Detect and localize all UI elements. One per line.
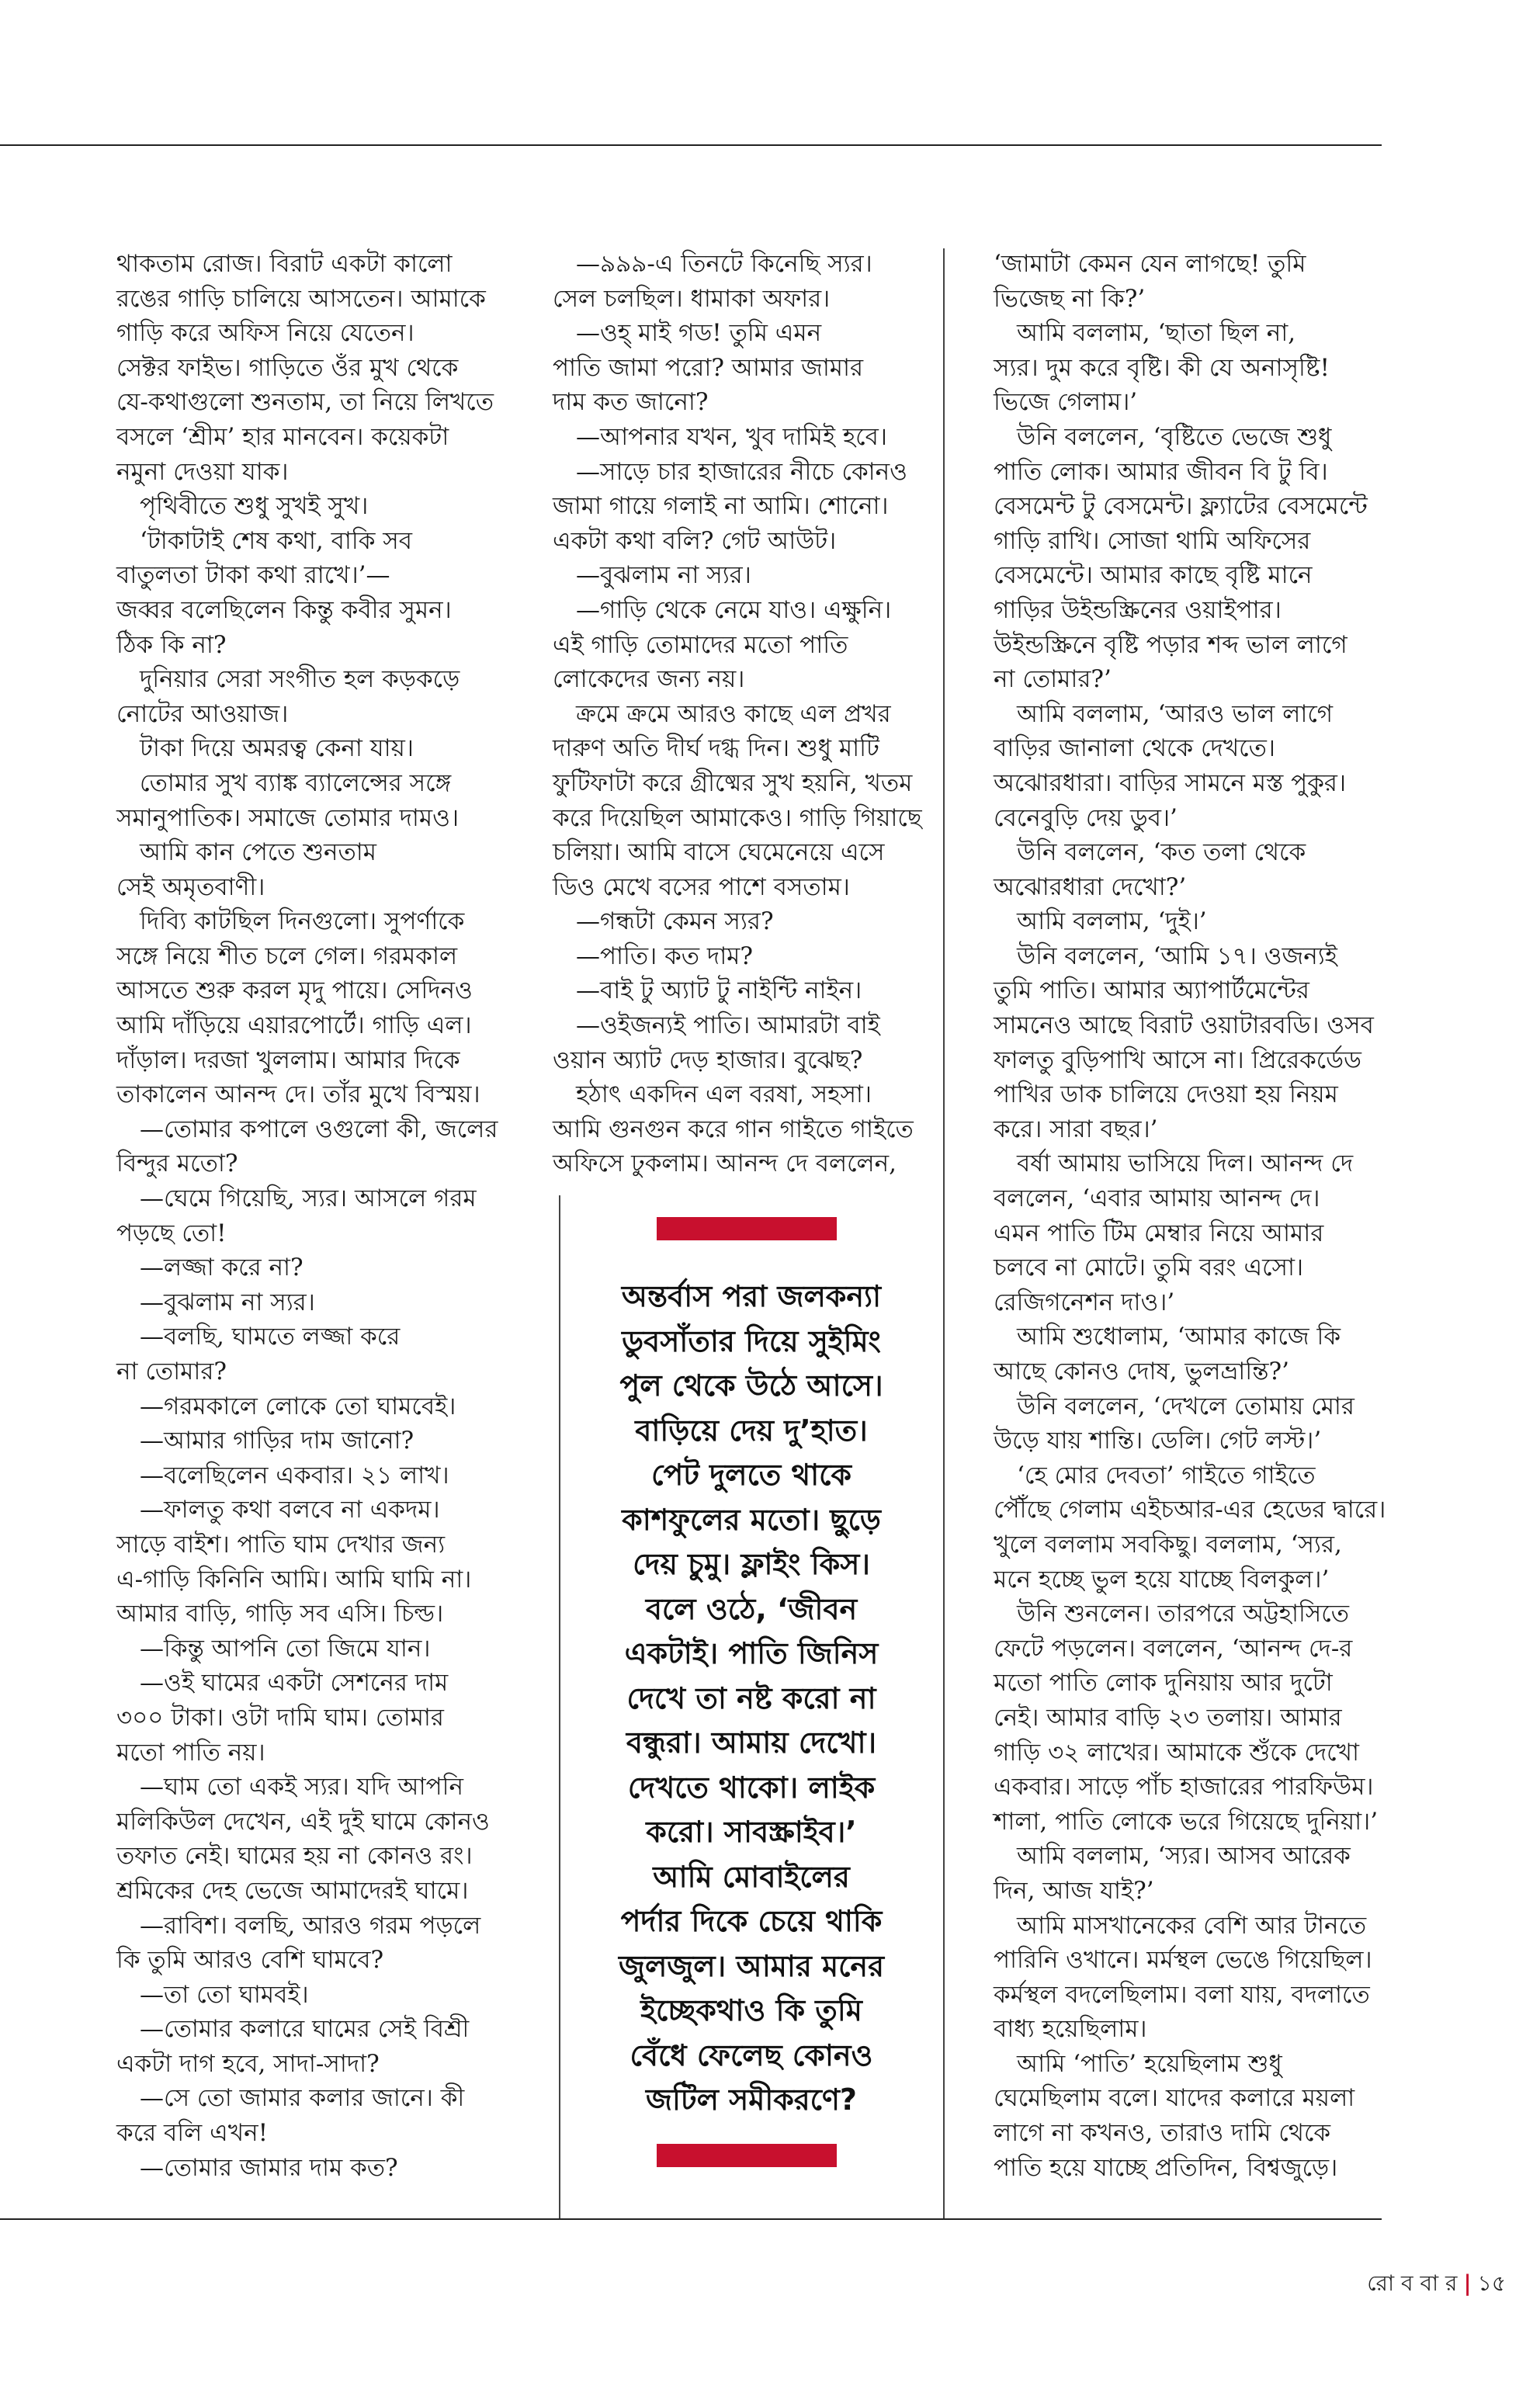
text-line: পাখির ডাক চালিয়ে দেওয়া হয় নিয়ম xyxy=(994,1080,1338,1109)
text-line: পারিনি ওখানে। মর্মস্থল ভেঙে গিয়েছিল। xyxy=(994,1946,1372,1975)
text-line: উনি বললেন, ‘বৃষ্টিতে ভেজে শুধু xyxy=(1017,422,1332,451)
text-line: দাম কত জানো? xyxy=(553,388,709,417)
text-line: —বুঝলাম না স্যর। xyxy=(140,1288,315,1316)
text-line: পৃথিবীতে শুধু সুখই সুখ। xyxy=(140,492,369,521)
text-line: রেজিগনেশন দাও।’ xyxy=(994,1288,1175,1316)
bottom-rule xyxy=(0,2218,1382,2220)
text-line: ফালতু বুড়িপাখি আসে না। প্রিরেকর্ডেড xyxy=(994,1046,1361,1074)
text-line: —ওই ঘামের একটা সেশনের দাম xyxy=(140,1669,449,1698)
text-line: —তোমার কপালে ওগুলো কী, জলের xyxy=(140,1115,498,1143)
pull-quote-line: দেখে তা নষ্ট করো না xyxy=(626,1680,876,1715)
pull-quote-line: বলে ওঠে, ‘জীবন xyxy=(645,1591,858,1626)
text-line: বললেন, ‘এবার আমায় আনন্দ দে। xyxy=(994,1184,1320,1213)
text-line: দাঁড়াল। দরজা খুললাম। আমার দিকে xyxy=(116,1046,460,1074)
text-line: —ওইজন্যই পাতি। আমারটা বাই xyxy=(576,1011,880,1040)
text-line: ফেটে পড়লেন। বললেন, ‘আনন্দ দে-র xyxy=(994,1634,1353,1663)
text-line: আমি মাসখানেকের বেশি আর টানতে xyxy=(1017,1911,1367,1940)
text-line: সেল চলছিল। ধামাকা অফার। xyxy=(553,284,831,313)
text-line: ডিও মেখে বসের পাশে বসতাম। xyxy=(553,872,850,901)
text-line: আমি দাঁড়িয়ে এয়ারপোর্টে। গাড়ি এল। xyxy=(116,1011,472,1040)
text-line: দিন, আজ যাই?’ xyxy=(994,1876,1154,1905)
text-line: ‘হে মোর দেবতা’ গাইতে গাইতে xyxy=(1017,1461,1316,1490)
text-line: দারুণ অতি দীর্ঘ দগ্ধ দিন। শুধু মাটি xyxy=(553,734,879,763)
pull-quote-line: বাড়িয়ে দেয় দু’হাত। xyxy=(635,1413,868,1448)
text-line: —বুঝলাম না স্যর। xyxy=(576,561,751,590)
text-line: নমুনা দেওয়া যাক। xyxy=(116,457,289,486)
text-line: —সে তো জামার কলার জানে। কী xyxy=(140,2084,465,2113)
page-footer xyxy=(1257,2266,1506,2303)
text-line: রঙের গাড়ি চালিয়ে আসতেন। আমাকে xyxy=(116,284,486,313)
text-line: —লজ্জা করে না? xyxy=(140,1254,303,1282)
text-line: ‘টাকাটাই শেষ কথা, বাকি সব xyxy=(140,526,412,555)
pull-quote-top-bar xyxy=(657,1217,837,1240)
pull-quote-line: আমি মোবাইলের xyxy=(653,1859,850,1894)
text-line: খুলে বললাম সবকিছু। বললাম, ‘স্যর, xyxy=(994,1530,1342,1559)
text-line: কি তুমি আরও বেশি ঘামবে? xyxy=(116,1946,384,1975)
text-line: মতো পাতি লোক দুনিয়ায় আর দুটো xyxy=(994,1669,1333,1698)
text-column-3 xyxy=(994,247,1422,2185)
text-line: অঝোরধারা দেখো?’ xyxy=(994,872,1187,901)
text-line: বর্ষা আমায় ভাসিয়ে দিল। আনন্দ দে xyxy=(1017,1150,1354,1178)
text-line: —সাড়ে চার হাজারের নীচে কোনও xyxy=(576,457,907,486)
pull-quote-line: বন্ধুরা। আমায় দেখো। xyxy=(626,1725,877,1760)
pull-quote-line: দেখতে থাকো। লাইক xyxy=(627,1770,876,1805)
text-line: —ফালতু কথা বলবে না একদম। xyxy=(140,1496,440,1524)
text-line: বাড়ির জানালা থেকে দেখতে। xyxy=(994,734,1275,763)
text-line: স্যর। দুম করে বৃষ্টি। কী যে অনাসৃষ্টি! xyxy=(994,353,1330,382)
text-line: ঘেমেছিলাম বলে। যাদের কলারে ময়লা xyxy=(994,2084,1355,2113)
text-line: করে দিয়েছিল আমাকেও। গাড়ি গিয়াছে xyxy=(553,803,922,832)
text-line: পৌঁছে গেলাম এইচআর-এর হেডের দ্বারে। xyxy=(994,1496,1386,1524)
text-line: আসতে শুরু করল মৃদু পায়ে। সেদিনও xyxy=(116,976,473,1005)
text-line: —ওহ্ মাই গড! তুমি এমন xyxy=(576,319,822,348)
text-line: নেই। আমার বাড়ি ২৩ তলায়। আমার xyxy=(994,1703,1342,1732)
text-line: দিব্যি কাটছিল দিনগুলো। সুপর্ণাকে xyxy=(140,907,465,936)
text-line: একবার। সাড়ে পাঁচ হাজারের পারফিউম। xyxy=(994,1773,1374,1802)
text-line: লাগে না কখনও, তারাও দামি থেকে xyxy=(994,2119,1331,2148)
text-column-2 xyxy=(553,247,981,1181)
text-line: আমি ‘পাতি’ হয়েছিলাম শুধু xyxy=(1017,2049,1282,2078)
footer-separator: | xyxy=(1463,2270,1472,2296)
text-line: থাকতাম রোজ। বিরাট একটা কালো xyxy=(116,250,453,278)
text-line: ফুটিফাটা করে গ্রীষ্মের সুখ হয়নি, খতম xyxy=(553,768,913,797)
text-line: জব্বর বলেছিলেন কিন্তু কবীর সুমন। xyxy=(116,595,452,624)
pull-quote-line: ডুবসাঁতার দিয়ে সুইমিং xyxy=(622,1323,881,1358)
text-line: ক্রমে ক্রমে আরও কাছে এল প্রখর xyxy=(576,699,891,728)
pull-quote-line: একটাই। পাতি জিনিস xyxy=(624,1636,879,1670)
text-line: তোমার সুখ ব্যাঙ্ক ব্যালেন্সের সঙ্গে xyxy=(140,768,452,797)
pull-quote-line: জটিল সমীকরণে? xyxy=(646,2083,857,2117)
text-line: এই গাড়ি তোমাদের মতো পাতি xyxy=(553,630,848,659)
column-divider-left xyxy=(559,1195,560,2218)
text-line: চলবে না মোটে। তুমি বরং এসো। xyxy=(994,1254,1304,1282)
text-line: উনি বললেন, ‘কত তলা থেকে xyxy=(1017,838,1306,867)
text-column-1 xyxy=(116,247,545,2185)
text-line: দুনিয়ার সেরা সংগীত হল কড়কড়ে xyxy=(140,665,460,694)
text-line: —আমার গাড়ির দাম জানো? xyxy=(140,1427,414,1455)
text-line: বাধ্য হয়েছিলাম। xyxy=(994,2015,1147,2044)
text-line: —বাই টু অ্যাট টু নাইন্টি নাইন। xyxy=(576,976,862,1005)
text-line: গাড়ির উইন্ডস্ক্রিনের ওয়াইপার। xyxy=(994,595,1282,624)
column-divider-right xyxy=(943,248,945,2218)
text-line: ভিজে গেলাম।’ xyxy=(994,388,1138,417)
text-line: আমি বললাম, ‘ছাতা ছিল না, xyxy=(1017,319,1296,348)
text-line: —ঘাম তো একই স্যর। যদি আপনি xyxy=(140,1773,464,1802)
text-line: ওয়ান অ্যাট দেড় হাজার। বুঝেছ? xyxy=(553,1046,863,1074)
text-line: সামনেও আছে বিরাট ওয়াটারবডি। ওসব xyxy=(994,1011,1374,1040)
text-line: উইন্ডস্ক্রিনে বৃষ্টি পড়ার শব্দ ভাল লাগে xyxy=(994,630,1348,659)
text-line: —তোমার জামার দাম কত? xyxy=(140,2153,398,2182)
text-line: বিন্দুর মতো? xyxy=(116,1150,238,1178)
text-line: বসলে ‘শ্রীম’ হার মানবেন। কয়েকটা xyxy=(116,422,449,451)
text-line: তাকালেন আনন্দ দে। তাঁর মুখে বিস্ময়। xyxy=(116,1080,480,1109)
text-line: আমি গুনগুন করে গান গাইতে গাইতে xyxy=(553,1115,914,1143)
text-line: বেসমেন্টে। আমার কাছে বৃষ্টি মানে xyxy=(994,561,1313,590)
text-line: কর্মস্থল বদলেছিলাম। বলা যায়, বদলাতে xyxy=(994,1980,1370,2009)
text-line: সেই অমৃতবাণী। xyxy=(116,872,265,901)
text-line: শালা, পাতি লোকে ভরে গিয়েছে দুনিয়া।’ xyxy=(994,1807,1379,1836)
text-line: তফাত নেই। ঘামের হয় না কোনও রং। xyxy=(116,1842,473,1871)
text-line: —৯৯৯-এ তিনটে কিনেছি স্যর। xyxy=(576,250,872,278)
text-line: হঠাৎ একদিন এল বরষা, সহসা। xyxy=(576,1080,872,1109)
text-line: আমার বাড়ি, গাড়ি সব এসি। চিল্ড। xyxy=(116,1600,444,1628)
text-line: যে-কথাগুলো শুনতাম, তা নিয়ে লিখতে xyxy=(116,388,494,417)
pull-quote-line: দেয় চুমু। ফ্লাইং কিস। xyxy=(633,1547,870,1581)
text-line: সঙ্গে নিয়ে শীত চলে গেল। গরমকাল xyxy=(116,942,458,970)
text-line: উড়ে যায় শান্তি। ডেলি। গেট লস্ট।’ xyxy=(994,1427,1322,1455)
text-line: —রাবিশ। বলছি, আরও গরম পড়লে xyxy=(140,1911,481,1940)
text-line: —ঘেমে গিয়েছি, স্যর। আসলে গরম xyxy=(140,1184,477,1213)
text-line: চলিয়া। আমি বাসে ঘেমেনেয়ে এসে xyxy=(553,838,885,867)
text-line: পাতি জামা পরো? আমার জামার xyxy=(553,353,864,382)
pull-quote-line: পর্দার দিকে চেয়ে থাকি xyxy=(620,1904,883,1938)
text-line: করে। সারা বছর।’ xyxy=(994,1115,1158,1143)
text-line: ঠিক কি না? xyxy=(116,630,227,659)
magazine-name: রো ব বা র xyxy=(1367,2270,1458,2296)
text-line: না তোমার? xyxy=(116,1358,227,1386)
text-line: ‘জামাটা কেমন যেন লাগছে! তুমি xyxy=(994,250,1306,278)
text-line: টাকা দিয়ে অমরত্ব কেনা যায়। xyxy=(140,734,414,763)
text-line: তুমি পাতি। আমার অ্যাপার্টমেন্টের xyxy=(994,976,1309,1005)
page-number: ১৫ xyxy=(1477,2270,1506,2296)
pull-quote xyxy=(573,1275,930,2123)
pull-quote-line: বেঁধে ফেলেছ কোনও xyxy=(630,2038,873,2072)
text-line: মলিকিউল দেখেন, এই দুই ঘামে কোনও xyxy=(116,1807,490,1836)
text-line: অঝোরধারা। বাড়ির সামনে মস্ত পুকুর। xyxy=(994,768,1347,797)
pull-quote-line: করো। সাবস্ক্রাইব।’ xyxy=(646,1815,857,1849)
text-line: —কিন্তু আপনি তো জিমে যান। xyxy=(140,1634,431,1663)
text-line: নোটের আওয়াজ। xyxy=(116,699,289,728)
pull-quote-line: পুল থেকে উঠে আসে। xyxy=(619,1368,883,1403)
text-line: —বলেছিলেন একবার। ২১ লাখ। xyxy=(140,1461,449,1490)
text-line: আমি বললাম, ‘স্যর। আসব আরেক xyxy=(1017,1842,1351,1871)
text-line: বেনেবুড়ি দেয় ডুব।’ xyxy=(994,803,1178,832)
text-line: না তোমার?’ xyxy=(994,665,1112,694)
text-line: শ্রমিকের দেহ ভেজে আমাদেরই ঘামে। xyxy=(116,1876,469,1905)
text-line: আমি বললাম, ‘আরও ভাল লাগে xyxy=(1017,699,1334,728)
text-line: করে বলি এখন! xyxy=(116,2119,269,2148)
pull-quote-line: জুলজুল। আমার মনের xyxy=(619,1948,884,1983)
pull-quote-line: পেট দুলতে থাকে xyxy=(651,1458,852,1492)
text-line: সেক্টর ফাইভ। গাড়িতে ওঁর মুখ থেকে xyxy=(116,353,459,382)
text-line: গাড়ি ৩২ লাখের। আমাকে শুঁকে দেখো xyxy=(994,1738,1359,1767)
text-line: —গন্ধটা কেমন স্যর? xyxy=(576,907,774,936)
text-line: আমি শুধোলাম, ‘আমার কাজে কি xyxy=(1017,1323,1341,1351)
pull-quote-line: অন্তর্বাস পরা জলকন্যা xyxy=(621,1279,882,1313)
text-line: মতো পাতি নয়। xyxy=(116,1738,265,1767)
text-line: —আপনার যখন, খুব দামিই হবে। xyxy=(576,422,887,451)
text-line: জামা গায়ে গলাই না আমি। শোনো। xyxy=(553,492,889,521)
text-line: বাতুলতা টাকা কথা রাখে।’— xyxy=(116,561,390,590)
text-line: লোকেদের জন্য নয়। xyxy=(553,665,745,694)
text-line: পাতি হয়ে যাচ্ছে প্রতিদিন, বিশ্বজুড়ে। xyxy=(994,2153,1338,2182)
text-line: পাতি লোক। আমার জীবন বি টু বি। xyxy=(994,457,1328,486)
text-line: —তোমার কলারে ঘামের সেই বিশ্রী xyxy=(140,2015,470,2044)
text-line: —বলছি, ঘামতে লজ্জা করে xyxy=(140,1323,401,1351)
text-line: —পাতি। কত দাম? xyxy=(576,942,754,970)
text-line: পড়ছে তো! xyxy=(116,1219,227,1247)
text-line: মনে হচ্ছে ভুল হয়ে যাচ্ছে বিলকুল।’ xyxy=(994,1565,1330,1594)
top-rule xyxy=(0,144,1382,146)
pull-quote-bottom-bar xyxy=(657,2144,837,2167)
text-line: আমি কান পেতে শুনতাম xyxy=(140,838,376,867)
pull-quote-line: ইচ্ছেকথাও কি তুমি xyxy=(640,1993,862,2027)
text-line: ৩০০ টাকা। ওটা দামি ঘাম। তোমার xyxy=(116,1703,444,1732)
text-line: —গরমকালে লোকে তো ঘামবেই। xyxy=(140,1392,456,1420)
text-line: গাড়ি করে অফিস নিয়ে যেতেন। xyxy=(116,319,414,348)
text-line: —তা তো ঘামবই। xyxy=(140,1980,309,2009)
text-line: এ-গাড়ি কিনিনি আমি। আমি ঘামি না। xyxy=(116,1565,472,1594)
text-line: উনি শুনলেন। তারপরে অট্টহাসিতে xyxy=(1017,1600,1350,1628)
text-line: আমি বললাম, ‘দুই।’ xyxy=(1017,907,1207,936)
text-line: আছে কোনও দোষ, ভুলভ্রান্তি?’ xyxy=(994,1358,1290,1386)
text-line: অফিসে ঢুকলাম। আনন্দ দে বললেন, xyxy=(553,1150,897,1178)
pull-quote-line: কাশফুলের মতো। ছুড়ে xyxy=(622,1502,881,1537)
text-line: সাড়ে বাইশ। পাতি ঘাম দেখার জন্য xyxy=(116,1530,446,1559)
text-line: উনি বললেন, ‘আমি ১৭। ওজন্যই xyxy=(1017,942,1337,970)
text-line: উনি বললেন, ‘দেখলে তোমায় মোর xyxy=(1017,1392,1354,1420)
text-line: —গাড়ি থেকে নেমে যাও। এক্ষুনি। xyxy=(576,595,892,624)
text-line: গাড়ি রাখি। সোজা থামি অফিসের xyxy=(994,526,1311,555)
text-line: বেসমেন্ট টু বেসমেন্ট। ফ্ল্যাটের বেসমেন্টে xyxy=(994,492,1368,521)
text-line: একটা দাগ হবে, সাদা-সাদা? xyxy=(116,2049,380,2078)
text-line: একটা কথা বলি? গেট আউট। xyxy=(553,526,837,555)
text-line: ভিজেছ না কি?’ xyxy=(994,284,1146,313)
text-line: এমন পাতি টিম মেম্বার নিয়ে আমার xyxy=(994,1219,1324,1247)
text-line: সমানুপাতিক। সমাজে তোমার দামও। xyxy=(116,803,460,832)
